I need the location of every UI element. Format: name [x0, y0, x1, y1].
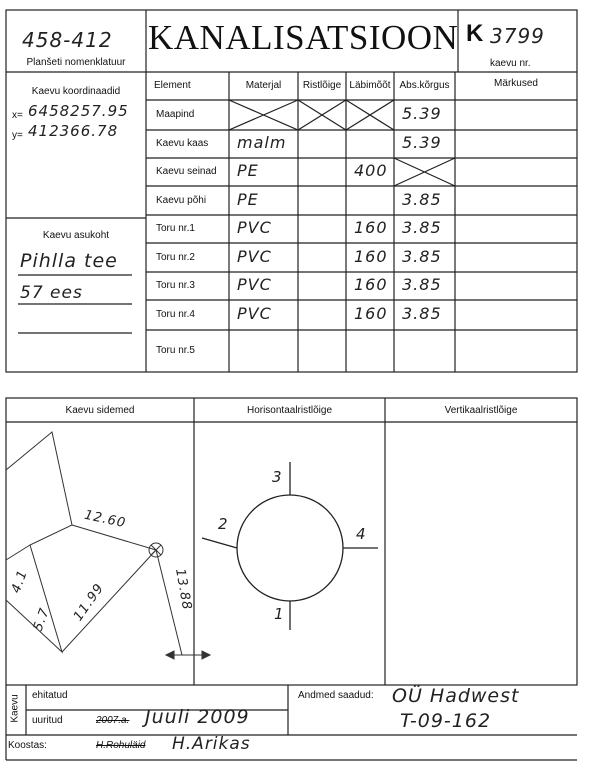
kaevu-prefix: K: [466, 20, 484, 47]
x-value: 6458257.95: [28, 102, 129, 120]
y-value: 412366.78: [28, 122, 119, 140]
pipe-label-2: 2: [218, 515, 229, 533]
section-ties-header: Kaevu sidemed: [65, 405, 135, 416]
row-element: Kaevu põhi: [156, 194, 207, 206]
row-materjal: PVC: [237, 246, 272, 266]
row-element: Toru nr.2: [156, 251, 195, 263]
andmed-line2: T-09-162: [400, 710, 492, 732]
tie-distance-1: 12.60: [82, 507, 128, 532]
col-header-ristloige: Ristlõige: [302, 80, 342, 91]
uuritud-label: uuritud: [32, 715, 63, 726]
row-abs: 5.39: [402, 133, 442, 152]
tie-distance-4: 5.7: [30, 605, 53, 634]
col-header-element: Element: [154, 80, 191, 91]
row-element: Toru nr.3: [156, 280, 195, 291]
row-labimoot: 160: [354, 246, 388, 266]
row-abs: 3.85: [402, 246, 442, 266]
row-labimoot: 160: [354, 275, 388, 294]
col-header-markused: Märkused: [494, 78, 538, 89]
nomenklatuur-value: 458-412: [22, 28, 113, 52]
kaevu-number: 3799: [490, 24, 545, 48]
kaevu-label: kaevu nr.: [490, 58, 531, 69]
row-labimoot: 160: [354, 218, 388, 237]
row-abs: 3.85: [402, 304, 442, 323]
row-materjal: PE: [237, 189, 259, 209]
tie-distance-3: 11.99: [70, 580, 108, 625]
row-element: Toru nr.1: [156, 223, 195, 234]
y-label: y=: [12, 130, 23, 141]
tie-distance-5: 4.1: [8, 567, 31, 596]
row-abs: 3.85: [402, 275, 442, 294]
row-labimoot: 160: [354, 304, 388, 323]
location-line1: Pihlla tee: [20, 250, 118, 272]
location-line2: 57 ees: [20, 283, 83, 303]
row-element: Toru nr.5: [156, 345, 195, 356]
uuritud-value: Juuli 2009: [145, 706, 250, 728]
footer-side-label: Kaevu: [9, 694, 21, 723]
page-title: KANALISATSIOON: [148, 18, 459, 57]
row-materjal: PVC: [237, 304, 272, 323]
x-label: x=: [12, 110, 23, 121]
ehitatud-label: ehitatud: [32, 690, 68, 701]
row-materjal: PVC: [237, 275, 272, 294]
koostas-label: Koostas:: [8, 740, 47, 751]
col-header-abs: Abs.kõrgus: [399, 80, 450, 91]
pipe-label-4: 4: [356, 525, 367, 543]
koostas-value: H.Arikas: [172, 734, 251, 754]
tie-distance-2: 13.88: [172, 567, 195, 612]
pipe-label-1: 1: [274, 605, 285, 623]
row-materjal: malm: [237, 133, 287, 152]
section-vertical-header: Vertikaalristlõige: [444, 405, 518, 416]
coords-label: Kaevu koordinaadid: [31, 86, 121, 97]
row-labimoot: 400: [354, 161, 388, 180]
col-header-materjal: Materjal: [245, 80, 282, 91]
andmed-line1: OÜ Hadwest: [392, 685, 520, 707]
manhole-circle: [202, 462, 378, 630]
row-element: Toru nr.4: [156, 309, 195, 320]
col-header-labimoot: Läbimõõt: [349, 80, 391, 91]
row-materjal: PE: [237, 161, 259, 180]
row-abs: 3.85: [402, 218, 442, 237]
uuritud-struck: 2007.a.: [96, 715, 130, 726]
koostas-struck: H.Rohuläid: [96, 740, 146, 751]
location-label: Kaevu asukoht: [42, 230, 110, 241]
nomenklatuur-label: Planšeti nomenklatuur: [26, 57, 126, 68]
pipe-label-3: 3: [272, 468, 283, 486]
row-abs: 3.85: [402, 189, 442, 209]
andmed-label: Andmed saadud:: [298, 690, 374, 701]
row-materjal: PVC: [237, 218, 272, 237]
row-element: Kaevu kaas: [156, 138, 209, 149]
row-abs: 5.39: [402, 104, 442, 123]
section-horizontal-header: Horisontaalristlõige: [246, 405, 333, 416]
row-element: Maapind: [156, 109, 195, 120]
row-element: Kaevu seinad: [156, 166, 217, 177]
